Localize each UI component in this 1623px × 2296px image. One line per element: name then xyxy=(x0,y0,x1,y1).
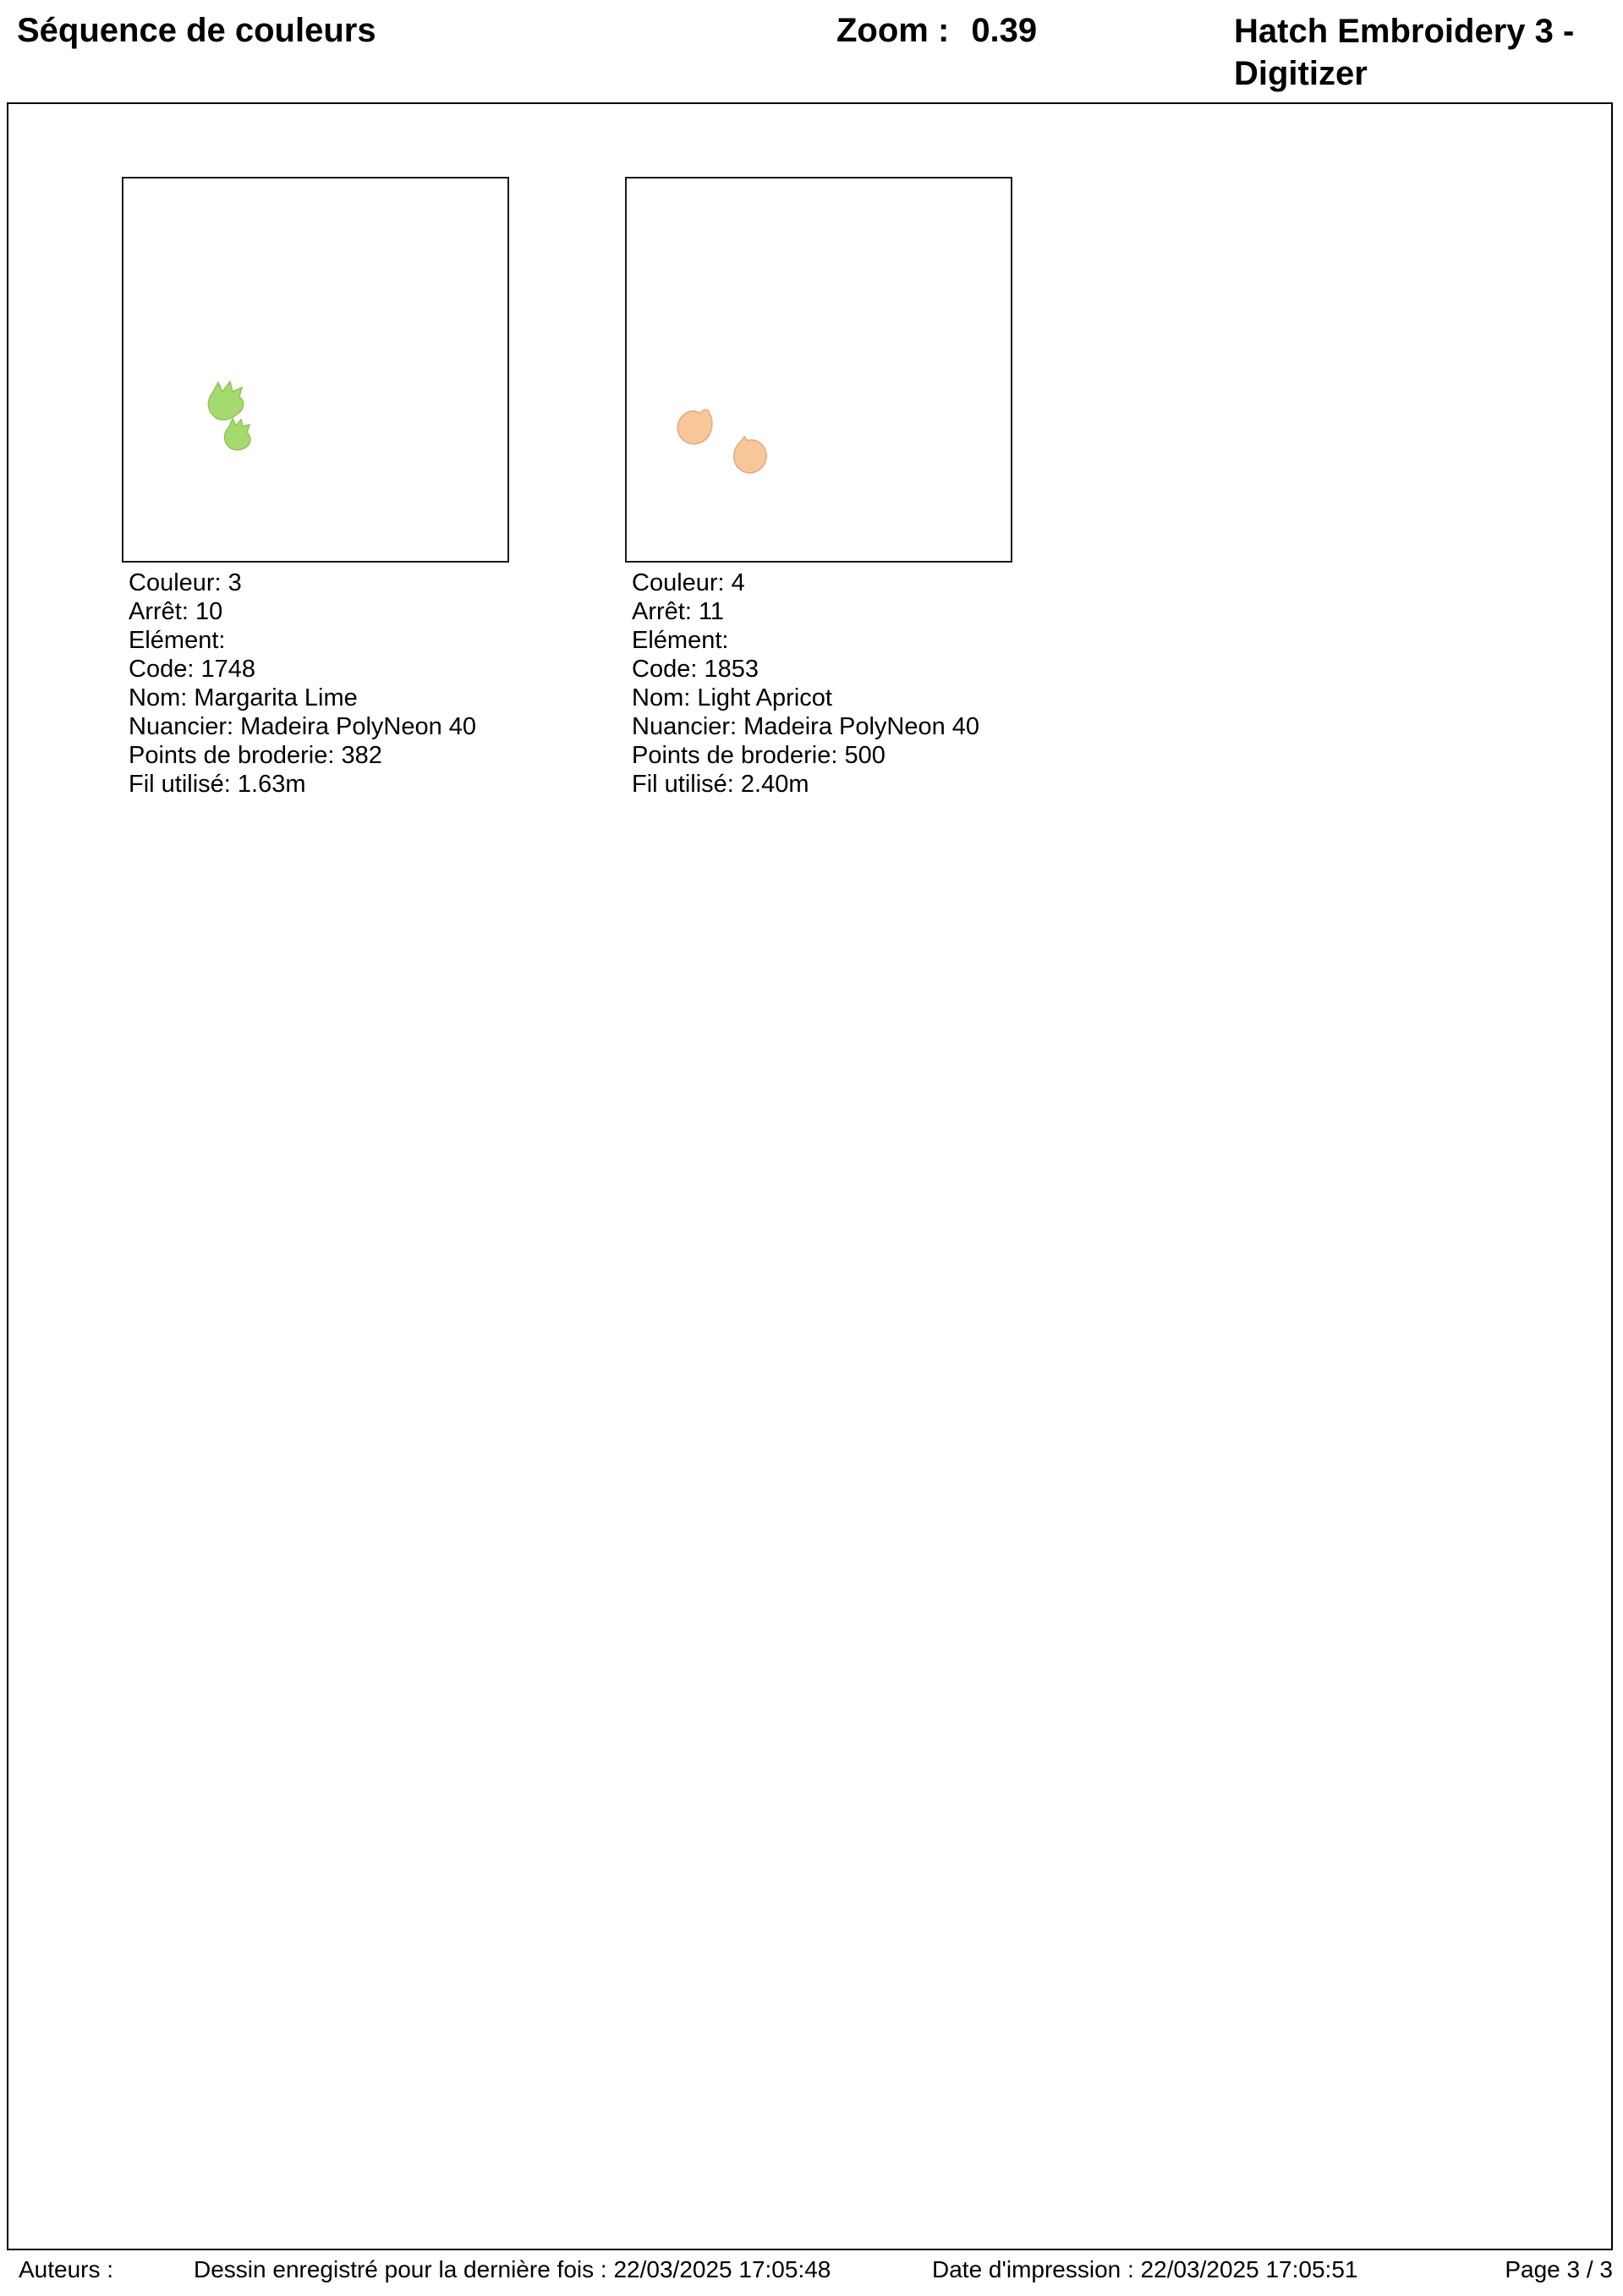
color-block-3-details xyxy=(129,569,476,799)
detail-line: Points de broderie: 382 xyxy=(129,742,382,769)
detail-line: Fil utilisé: 1.63m xyxy=(129,771,306,798)
detail-line: Couleur: 4 xyxy=(632,569,745,596)
detail-line: Points de broderie: 500 xyxy=(632,742,886,769)
detail-line: Arrêt: 11 xyxy=(632,598,725,625)
detail-line: Nuancier: Madeira PolyNeon 40 xyxy=(129,713,477,740)
detail-line: Nom: Margarita Lime xyxy=(129,684,358,711)
detail-line: Nom: Light Apricot xyxy=(632,684,832,711)
zoom-value: 0.39 xyxy=(971,12,1038,49)
zoom-label: Zoom : xyxy=(836,12,950,49)
apricot-shape-2 xyxy=(734,437,766,473)
footer-last-saved: Dessin enregistré pour la dernière fois : 22/03/2025 17:05:48 xyxy=(194,2256,831,2282)
app-title: Hatch Embroidery 3 - Digitizer xyxy=(1234,13,1575,92)
detail-line: Fil utilisé: 2.40m xyxy=(632,771,809,798)
detail-line: Arrêt: 10 xyxy=(129,598,223,625)
green-shape-2 xyxy=(225,419,250,450)
footer-page-number: Page 3 / 3 xyxy=(1505,2256,1613,2282)
detail-line: Code: 1853 xyxy=(632,656,759,683)
detail-line: Code: 1748 xyxy=(129,656,255,683)
detail-line: Elément: xyxy=(129,627,226,654)
green-shape-1 xyxy=(208,382,243,420)
color-block-3-preview xyxy=(122,177,509,563)
detail-line: Nuancier: Madeira PolyNeon 40 xyxy=(632,713,980,740)
color-block-4-details xyxy=(632,569,979,799)
zoom-indicator xyxy=(836,10,1037,51)
apricot-shape-1 xyxy=(677,409,712,444)
footer-authors-label: Auteurs : xyxy=(19,2256,114,2282)
page-title: Séquence de couleurs xyxy=(17,12,376,49)
footer-print-date: Date d'impression : 22/03/2025 17:05:51 xyxy=(932,2256,1358,2282)
detail-line: Couleur: 3 xyxy=(129,569,242,596)
light-apricot-stitches xyxy=(627,179,1011,561)
margarita-lime-stitches xyxy=(123,179,507,561)
detail-line: Elément: xyxy=(632,627,729,654)
design-page-border xyxy=(7,102,1613,2250)
color-block-4-preview xyxy=(625,177,1012,563)
